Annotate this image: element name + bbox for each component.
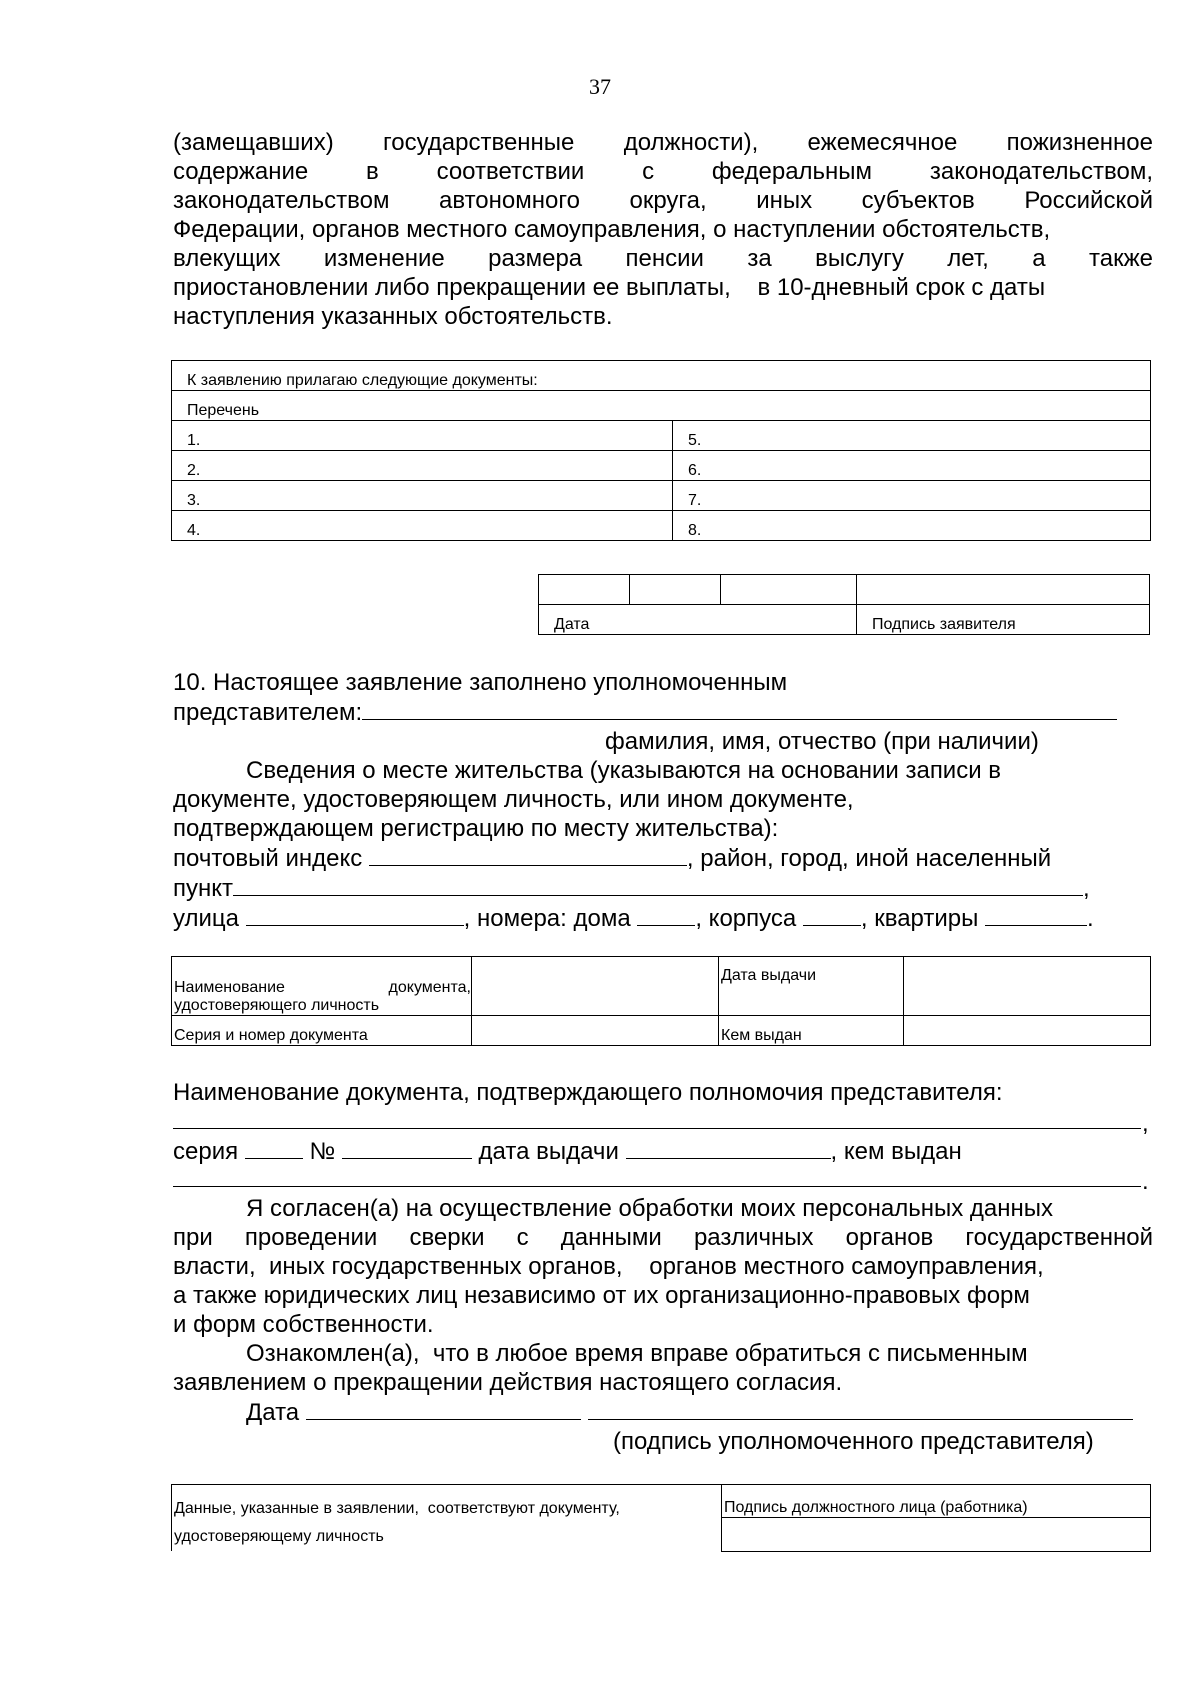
authority-series-label: серия: [173, 1138, 239, 1165]
consent-line: и форм собственности.: [173, 1311, 434, 1338]
authority-section: [173, 1078, 1153, 1107]
informed-line: Ознакомлен(а), что в любое время вправе обратиться с письменным: [246, 1340, 1028, 1367]
intro-line: содержание в соответствии с федеральным законодательством,: [173, 158, 1153, 185]
authority-issue-date-field[interactable]: [626, 1136, 831, 1159]
consent-line: власти, иных государственных органов, органов местного самоуправления,: [173, 1253, 1044, 1280]
documents-list-label: Перечень: [172, 391, 1151, 421]
flat-label: , квартиры: [860, 905, 979, 932]
intro-paragraph: [173, 128, 1153, 331]
documents-header: К заявлению прилагаю следующие документы:: [172, 361, 1151, 391]
document-slot[interactable]: 4.: [172, 511, 673, 541]
issued-by-field[interactable]: [904, 1016, 1151, 1046]
korpus-label: , корпуса: [695, 905, 797, 932]
residence-line: документе, удостоверяющем личность, или ином документе,: [173, 786, 854, 813]
data-match-label: удостоверяющему личность: [174, 1528, 384, 1545]
authority-title: Наименование документа, подтверждающего полномочия представителя:: [173, 1079, 1003, 1106]
doc-name-field[interactable]: [472, 957, 719, 1016]
date-label: Дата: [539, 605, 857, 635]
consent-paragraph: [173, 1194, 1153, 1456]
data-match-label: Данные, указанные в заявлении, соответствуют документу,: [174, 1500, 620, 1517]
intro-line: наступления указанных обстоятельств.: [173, 303, 613, 330]
period: .: [1142, 1168, 1149, 1195]
official-signature-label: Подпись должностного лица (работника): [722, 1485, 1151, 1518]
date-day-box[interactable]: [539, 575, 630, 605]
applicant-signature-box[interactable]: [857, 575, 1150, 605]
representative-name-field[interactable]: [362, 697, 1117, 720]
postal-code-field[interactable]: [369, 843, 687, 866]
authority-doc-line[interactable]: [173, 1128, 1141, 1129]
korpus-field[interactable]: [803, 903, 861, 926]
document-slot[interactable]: 2.: [172, 451, 673, 481]
consent-line: при проведении сверки с данными различных органов государственной: [173, 1224, 1153, 1251]
page-number: 37: [589, 74, 611, 99]
authority-number-label: №: [309, 1138, 336, 1165]
authority-issued-by-line[interactable]: [173, 1186, 1141, 1187]
comma: ,: [1142, 1110, 1149, 1137]
city-label: , район, город, иной населенный: [686, 845, 1052, 872]
flat-field[interactable]: [985, 903, 1087, 926]
authority-number-field[interactable]: [342, 1136, 472, 1159]
document-slot[interactable]: 7.: [673, 481, 1151, 511]
official-signature-field[interactable]: [722, 1518, 1151, 1551]
house-field[interactable]: [637, 903, 695, 926]
section-10: 10. Настоящее заявление заполнено уполномоченным представителем: фамилия, имя, отчество (при наличии) Сведения о месте жительства (указываются на основании записи в документе, удостоверяющем личность, или ином документе, подтверждающем регистрацию по месту жительства): почтовый индекс , район, город, иной населенный пункт , улица , номера: дома , корпуса , квартиры .: [173, 668, 1153, 933]
applicant-signature-label: Подпись заявителя: [857, 605, 1150, 635]
series-number-label: Серия и номер документа: [172, 1016, 472, 1046]
authority-issued-by-label: , кем выдан: [830, 1138, 962, 1165]
document-slot[interactable]: 3.: [172, 481, 673, 511]
document-slot[interactable]: 1.: [172, 421, 673, 451]
authority-issue-date-label: дата выдачи: [478, 1138, 619, 1165]
documents-table: [171, 360, 1151, 541]
doc-name-label: удостоверяющего личность: [174, 997, 380, 1014]
intro-line: приостановлении либо прекращении ее выплаты, в 10-дневный срок с даты: [173, 274, 1046, 301]
issued-by-label: Кем выдан: [719, 1016, 904, 1046]
document-slot[interactable]: 8.: [673, 511, 1151, 541]
consent-date-label: Дата: [246, 1399, 300, 1426]
representative-signature-caption: (подпись уполномоченного представителя): [613, 1428, 1094, 1455]
intro-line: (замещавших) государственные должности), ежемесячное пожизненное: [173, 129, 1153, 156]
residence-line: Сведения о месте жительства (указываются на основании записи в: [246, 757, 1002, 784]
punkt-label: пункт: [173, 875, 234, 902]
fio-caption: фамилия, имя, отчество (при наличии): [605, 728, 1039, 755]
consent-line: Я согласен(а) на осуществление обработки моих персональных данных: [246, 1195, 1053, 1222]
date-signature-table: [538, 574, 1150, 635]
postal-label: почтовый индекс: [173, 845, 363, 872]
id-document-table: [171, 956, 1151, 1046]
document-slot[interactable]: 6.: [673, 451, 1151, 481]
consent-date-field[interactable]: [306, 1397, 581, 1420]
street-label: улица: [173, 905, 239, 932]
house-label: , номера: дома: [463, 905, 631, 932]
document-slot[interactable]: 5.: [673, 421, 1151, 451]
date-year-box[interactable]: [721, 575, 857, 605]
official-table: [171, 1484, 1151, 1552]
consent-line: а также юридических лиц независимо от их организационно-правовых форм: [173, 1282, 1030, 1309]
series-number-field[interactable]: [472, 1016, 719, 1046]
intro-line: Федерации, органов местного самоуправления, о наступлении обстоятельств,: [173, 216, 1051, 243]
residence-line: подтверждающем регистрацию по месту жительства):: [173, 815, 779, 842]
locality-field[interactable]: [233, 873, 1083, 896]
section-10-title: 10. Настоящее заявление заполнено уполномоченным: [173, 669, 788, 696]
doc-name-label: Наименование документа,: [174, 979, 471, 996]
issue-date-label: Дата выдачи: [719, 957, 904, 1016]
authority-series-field[interactable]: [245, 1136, 303, 1159]
representative-label: представителем:: [173, 699, 363, 726]
informed-line: заявлением о прекращении действия настоящего согласия.: [173, 1369, 843, 1396]
street-field[interactable]: [246, 903, 464, 926]
date-month-box[interactable]: [630, 575, 721, 605]
intro-line: влекущих изменение размера пенсии за выслугу лет, а также: [173, 245, 1153, 272]
representative-signature-field[interactable]: [588, 1397, 1133, 1420]
intro-line: законодательством автономного округа, иных субъектов Российской: [173, 187, 1153, 214]
issue-date-field[interactable]: [904, 957, 1151, 1016]
